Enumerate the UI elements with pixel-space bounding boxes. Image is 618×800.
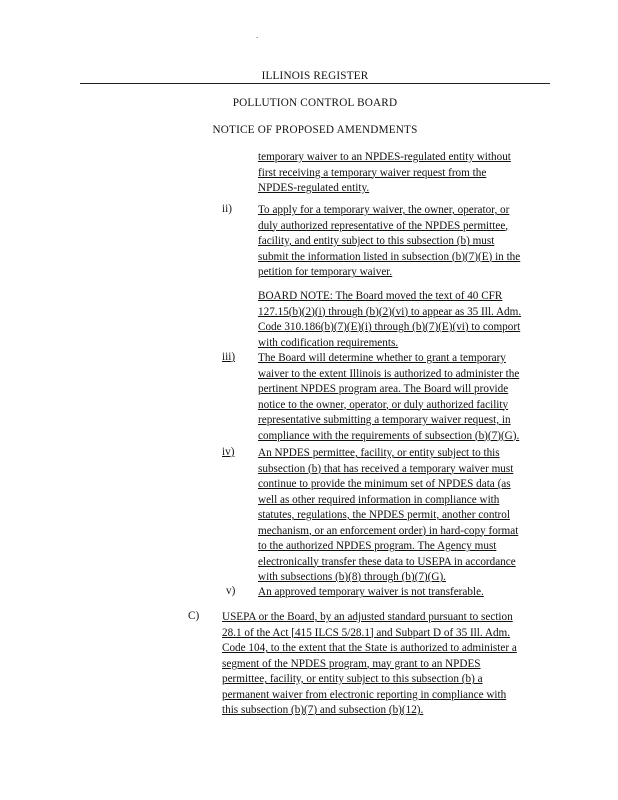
text-line: electronically transfer these data to USEPA in accordance [258,555,516,568]
item-marker-c: C) [188,610,200,622]
text-line: facility, and entity subject to this subsection (b) must [258,235,495,247]
text-line: statutes, regulations, the NPDES permit, another control [258,509,510,521]
text-line: this subsection (b)(7) and subsection (b)(12). [222,704,424,716]
text-line: BOARD NOTE: The Board moved the text of 40 CFR [258,290,503,302]
text-line: Code 310.186(b)(7)(E)(i) through (b)(7)(E)(vi) to comport [258,321,521,333]
text-line: to the authorized NPDES program. The Agency must [258,540,497,552]
text-line: permittee, facility, or entity subject to this subsection (b) a [222,673,483,685]
header-divider [80,83,550,84]
item-iv-paragraph [258,446,518,586]
text-line: pertinent NPDES program area. The Board will provide [258,383,509,395]
board-title: POLLUTION CONTROL BOARD [232,97,398,109]
text-line: with codification requirements. [258,336,399,349]
text-line: continue to provide the minimum set of NPDES data (as [258,478,511,490]
item-ii-paragraph [258,203,520,281]
text-line: 28.1 of the Act [415 ILCS 5/28.1] and Subpart D of 35 Ill. Adm. [222,626,511,639]
text-line: first receiving a temporary waiver request from the [258,166,487,179]
text-line: submit the information listed in subsection (b)(7)(E) in the [258,250,521,263]
text-line: USEPA or the Board, by an adjusted standard pursuant to section [222,611,513,623]
text-line: waiver to the extent Illinois is authorized to administer the [258,367,520,380]
text-line: permanent waiver from electronic reporting in compliance with [222,688,507,701]
text-line: mechanism, or an enforcement order) in hard-copy format [258,524,519,537]
text-line: compliance with the requirements of subsection (b)(7)(G). [258,429,520,442]
item-iii-paragraph [258,351,519,444]
notice-title: NOTICE OF PROPOSED AMENDMENTS [212,124,418,136]
text-line: An approved temporary waiver is not transferable. [258,586,484,598]
text-line: NPDES-regulated entity. [258,182,370,194]
text-line: duly authorized representative of the NPDES permittee, [258,219,509,232]
item-marker-iii: iii) [222,351,236,363]
text-line: Code 104, to the extent that the State is authorized to administer a [222,642,517,654]
text-line: petition for temporary waiver. [258,266,393,278]
item-v-paragraph [258,585,484,601]
register-title: ILLINOIS REGISTER [261,70,369,82]
text-line: with subsections (b)(8) through (b)(7)(G). [258,571,446,583]
text-line: subsection (b) that has received a temporary waiver must [258,462,514,475]
item-c-paragraph [222,610,517,719]
text-line: well as other required information in compliance with [258,493,500,506]
item-marker-ii: ii) [222,203,232,215]
text-line: The Board will determine whether to grant a temporary [258,352,506,364]
text-line: segment of the NPDES program, may grant to an NPDES [222,657,481,670]
text-line: To apply for a temporary waiver, the owner, operator, or [258,204,510,216]
text-line: 127.15(b)(2)(i) through (b)(2)(vi) to appear as 35 Ill. Adm. [258,305,522,318]
text-line: representative submitting a temporary waiver request, in [258,414,511,426]
text-line: An NPDES permittee, facility, or entity subject to this [258,447,500,459]
stray-mark: . [256,30,259,40]
text-line: temporary waiver to an NPDES-regulated entity without [258,151,511,163]
item-marker-iv: iv) [222,446,235,458]
text-line: notice to the owner, operator, or duly authorized facility [258,398,509,411]
item-marker-v: v) [226,585,236,597]
continuation-paragraph [258,150,511,197]
board-note [258,289,521,351]
